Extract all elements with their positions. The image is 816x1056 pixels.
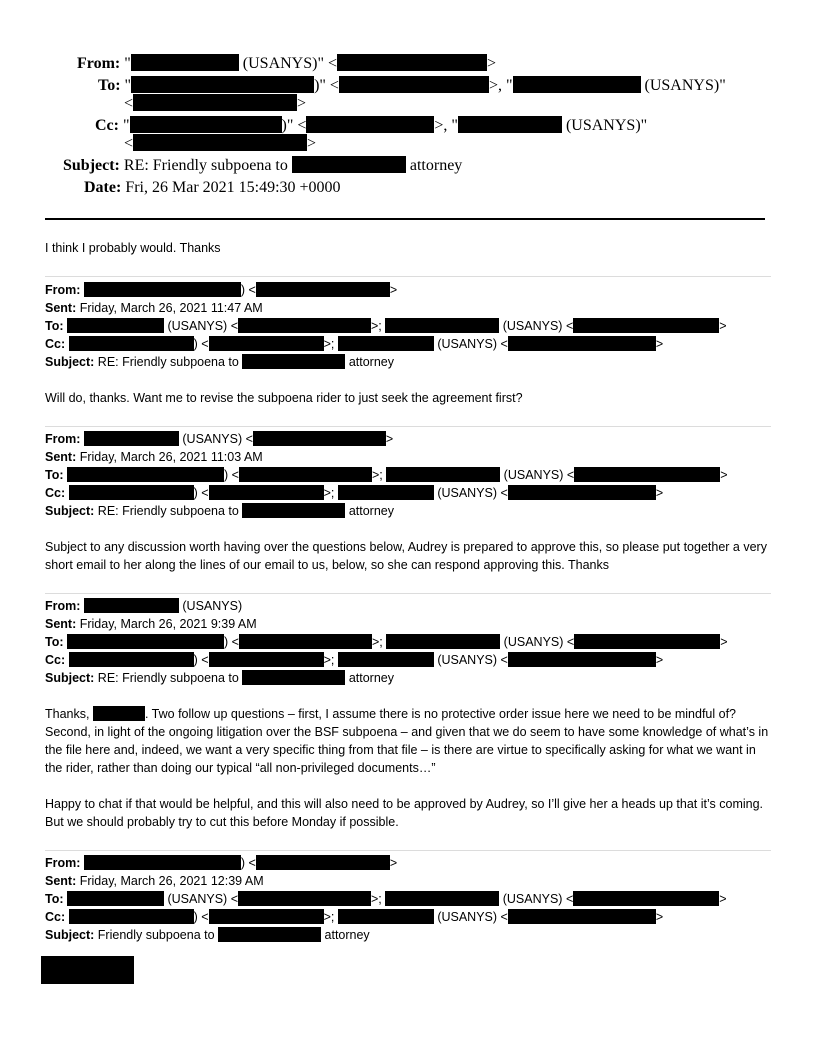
- email-to-row: To: (USANYS) < >; (USANYS) < >: [45, 892, 727, 906]
- redaction: [574, 634, 720, 649]
- redaction: [292, 156, 406, 173]
- redaction: [84, 431, 179, 446]
- redaction: [338, 909, 434, 924]
- header-cc-row: Cc: " )" < >, " (USANYS)": [95, 117, 648, 134]
- body-text: . Two follow up questions – first, I assume there is no protective order issue here we need to be mindful of? Second, in light of the ongoing litigation over the BSF subpoena – and given that we do seem to have some knowledge of what’s in the file here and, indeed, we want a very specific thing from that file – is there are virtue to specifically asking for what we want in the rider, rather than doing our typical “all non-privileged documents…”: [45, 707, 769, 775]
- sent-label: Sent:: [45, 874, 77, 888]
- subject-prefix: RE: Friendly subpoena to: [97, 355, 239, 369]
- org-label: (USANYS): [502, 892, 563, 906]
- cc-label: Cc:: [45, 653, 66, 667]
- header-to-label: To:: [98, 77, 121, 94]
- header-subject-row: [63, 156, 462, 175]
- email-from-row: From: ) < >: [45, 283, 398, 297]
- redaction: [508, 485, 656, 500]
- redaction: [133, 94, 297, 111]
- redaction: [238, 318, 371, 333]
- email-cc-row: Cc: ) < >; (USANYS) < >: [45, 653, 664, 667]
- org-label: (USANYS): [437, 910, 498, 924]
- email-sent-row: [45, 448, 263, 466]
- divider: [45, 276, 771, 277]
- redaction: [338, 652, 434, 667]
- redaction-block: [41, 956, 134, 984]
- redaction: [386, 634, 500, 649]
- sent-label: Sent:: [45, 617, 77, 631]
- org-label: (USANYS): [502, 319, 563, 333]
- header-to-row: To: " )" < >, " (USANYS)": [98, 77, 726, 94]
- reply-body: I think I probably would. Thanks: [45, 241, 221, 255]
- email-subject-row: [45, 353, 394, 371]
- redaction: [386, 467, 500, 482]
- redaction: [242, 503, 345, 518]
- redaction: [337, 54, 487, 71]
- email-cc-row: Cc: ) < >; (USANYS) < >: [45, 486, 664, 500]
- divider: [45, 593, 771, 594]
- from-label: From:: [45, 432, 81, 446]
- sent-value: Friday, March 26, 2021 11:03 AM: [79, 450, 263, 464]
- redaction: [508, 652, 656, 667]
- org-label: (USANYS): [503, 468, 564, 482]
- redaction: [67, 318, 164, 333]
- body-text: Thanks,: [45, 707, 90, 721]
- redaction: [209, 485, 324, 500]
- redaction: [256, 855, 390, 870]
- sent-label: Sent:: [45, 450, 77, 464]
- subject-label: Subject:: [45, 504, 95, 518]
- org-label: (USANYS): [437, 653, 498, 667]
- redaction: [339, 76, 489, 93]
- header-from-label: From:: [77, 55, 121, 72]
- email-sent-row: [45, 872, 264, 890]
- header-cc-row-cont: < >: [124, 135, 317, 152]
- header-to-row-cont: < >: [124, 95, 307, 112]
- from-label: From:: [45, 283, 81, 297]
- redaction: [239, 634, 372, 649]
- email-from-row: From: (USANYS) < >: [45, 432, 394, 446]
- email-to-row: To: (USANYS) < >; (USANYS) < >: [45, 319, 727, 333]
- redaction: [508, 909, 656, 924]
- org-label: (USANYS): [437, 486, 498, 500]
- redaction: [67, 891, 164, 906]
- email-body: Will do, thanks. Want me to revise the subpoena rider to just seek the agreement first?: [45, 391, 523, 405]
- redaction: [69, 485, 194, 500]
- from-label: From:: [45, 599, 81, 613]
- sent-label: Sent:: [45, 301, 77, 315]
- sent-value: Friday, March 26, 2021 12:39 AM: [79, 874, 264, 888]
- sent-value: Friday, March 26, 2021 11:47 AM: [79, 301, 263, 315]
- redaction: [242, 354, 345, 369]
- redaction: [69, 909, 194, 924]
- redaction: [69, 652, 194, 667]
- header-date-row: [84, 178, 341, 197]
- divider: [45, 426, 771, 427]
- redaction: [338, 485, 434, 500]
- header-date-value: Fri, 26 Mar 2021 15:49:30 +0000: [125, 179, 341, 196]
- redaction: [131, 76, 314, 93]
- org-label: (USANYS): [167, 892, 228, 906]
- redaction: [574, 467, 720, 482]
- email-cc-row: Cc: ) < >; (USANYS) < >: [45, 910, 664, 924]
- redaction: [385, 318, 499, 333]
- email-subject-row: [45, 502, 394, 520]
- redaction: [256, 282, 390, 297]
- header-from-row: From: " (USANYS)" < >: [77, 55, 497, 72]
- cc-label: Cc:: [45, 337, 66, 351]
- sent-value: Friday, March 26, 2021 9:39 AM: [79, 617, 257, 631]
- redaction: [242, 670, 345, 685]
- to-label: To:: [45, 468, 64, 482]
- redaction: [93, 706, 145, 721]
- email-subject-row: [45, 669, 394, 687]
- redaction: [338, 336, 434, 351]
- org-label: (USANYS): [437, 337, 498, 351]
- header-subject-label: Subject:: [63, 157, 120, 174]
- redaction: [133, 134, 307, 151]
- redaction: [306, 116, 434, 133]
- email-to-row: To: ) < >; (USANYS) < >: [45, 468, 728, 482]
- subject-label: Subject:: [45, 671, 95, 685]
- subject-suffix: attorney: [348, 504, 394, 518]
- subject-prefix: Friendly subpoena to: [97, 928, 215, 942]
- from-label: From:: [45, 856, 81, 870]
- redaction: [209, 909, 324, 924]
- subject-suffix: attorney: [324, 928, 370, 942]
- cc-label: Cc:: [45, 910, 66, 924]
- email-sent-row: [45, 615, 257, 633]
- email-body-2: Happy to chat if that would be helpful, and this will also need to be approved by Audrey, so I’ll give her a heads up that it’s coming. But we should probably try to cut this before Monday if possible.: [45, 797, 764, 829]
- email-sent-row: [45, 299, 263, 317]
- redaction: [130, 116, 282, 133]
- redaction: [131, 54, 239, 71]
- header-date-label: Date:: [84, 179, 122, 196]
- email-from-row: From: ) < >: [45, 856, 398, 870]
- org-label: (USANYS): [182, 432, 243, 446]
- header-to-org: (USANYS)": [644, 77, 726, 94]
- org-label: (USANYS): [167, 319, 228, 333]
- redaction: [84, 855, 241, 870]
- redaction: [67, 634, 224, 649]
- redaction: [209, 652, 324, 667]
- email-cc-row: Cc: ) < >; (USANYS) < >: [45, 337, 664, 351]
- redaction: [508, 336, 656, 351]
- redaction: [573, 318, 719, 333]
- subject-label: Subject:: [45, 355, 95, 369]
- org-label: (USANYS): [503, 635, 564, 649]
- email-body: Subject to any discussion worth having over the questions below, Audrey is prepared to approve this, so please put together a very short email to her along the lines of our email to us, below, so she can respond approving this. Thanks: [45, 540, 767, 572]
- divider: [45, 850, 771, 851]
- to-label: To:: [45, 892, 64, 906]
- redaction: [238, 891, 371, 906]
- redaction: [458, 116, 562, 133]
- redaction: [513, 76, 641, 93]
- subject-prefix: RE: Friendly subpoena to: [97, 504, 239, 518]
- header-subject-prefix: RE: Friendly subpoena to: [123, 157, 288, 174]
- to-label: To:: [45, 319, 64, 333]
- email-from-row: [45, 597, 242, 615]
- to-label: To:: [45, 635, 64, 649]
- redaction: [253, 431, 386, 446]
- header-cc-org: (USANYS)": [565, 117, 648, 134]
- redaction: [209, 336, 324, 351]
- email-body: [45, 705, 770, 777]
- subject-suffix: attorney: [348, 355, 394, 369]
- header-cc-label: Cc:: [95, 117, 119, 134]
- header-divider: [45, 218, 765, 220]
- redaction: [69, 336, 194, 351]
- redaction: [385, 891, 499, 906]
- redaction: [239, 467, 372, 482]
- header-from-org: (USANYS)": [242, 55, 324, 72]
- redaction: [573, 891, 719, 906]
- email-subject-row: [45, 926, 370, 944]
- cc-label: Cc:: [45, 486, 66, 500]
- email-to-row: To: ) < >; (USANYS) < >: [45, 635, 728, 649]
- redaction: [218, 927, 321, 942]
- header-subject-suffix: attorney: [409, 157, 463, 174]
- redaction: [67, 467, 224, 482]
- subject-suffix: attorney: [348, 671, 394, 685]
- subject-label: Subject:: [45, 928, 95, 942]
- org-label: (USANYS): [182, 599, 243, 613]
- redaction: [84, 282, 241, 297]
- subject-prefix: RE: Friendly subpoena to: [97, 671, 239, 685]
- redaction: [84, 598, 179, 613]
